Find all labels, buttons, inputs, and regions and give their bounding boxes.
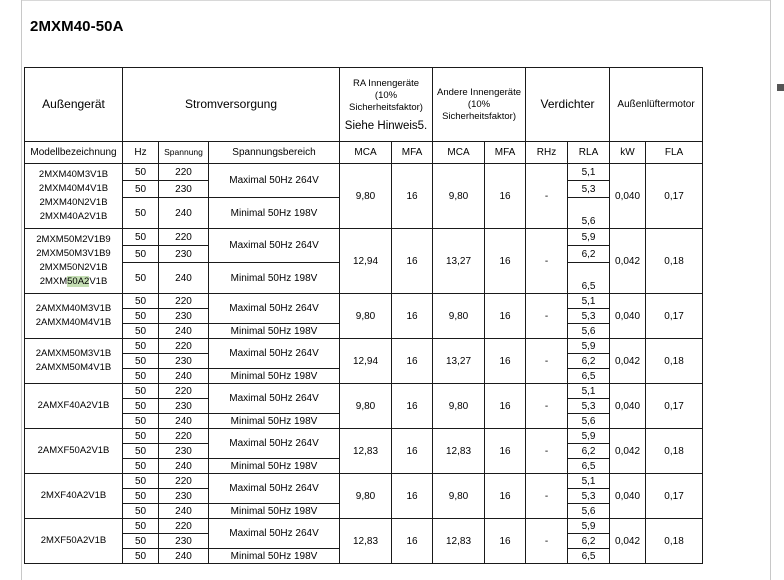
hz-cell: 50	[123, 339, 159, 354]
rla-cell: 5,1	[568, 474, 610, 489]
rhz-cell: -	[526, 474, 568, 519]
mca-other-cell: 13,27	[433, 339, 485, 384]
model-name: 2AMXM50M3V1B	[35, 348, 112, 359]
page-right-edge	[770, 0, 771, 580]
header-mca-other: MCA	[433, 142, 485, 164]
range-max-cell: Maximal 50Hz 264V	[209, 429, 340, 459]
hz-cell: 50	[123, 229, 159, 246]
rla-cell: 5,6	[568, 198, 610, 229]
kw-cell: 0,042	[610, 519, 646, 564]
hz-cell: 50	[123, 369, 159, 384]
range-max-cell: Maximal 50Hz 264V	[209, 519, 340, 549]
hz-cell: 50	[123, 549, 159, 564]
header-rla: RLA	[568, 142, 610, 164]
electrical-spec-table	[24, 67, 703, 564]
mca-other-cell: 9,80	[433, 294, 485, 339]
mca-other-cell: 9,80	[433, 384, 485, 429]
model-name: 2MXM50N2V1B	[39, 262, 108, 273]
voltage-cell: 230	[159, 309, 209, 324]
hz-cell: 50	[123, 324, 159, 339]
hz-cell: 50	[123, 474, 159, 489]
model-name: 2MXM40N2V1B	[39, 197, 108, 208]
header-ra-note: Siehe Hinweis5.	[344, 119, 428, 132]
header-model-name: Modellbezeichnung	[25, 142, 123, 164]
model-cell	[25, 474, 123, 519]
model-cell	[25, 164, 123, 229]
range-min-cell: Minimal 50Hz 198V	[209, 549, 340, 564]
mca-cell: 12,94	[340, 229, 392, 294]
rhz-cell: -	[526, 519, 568, 564]
mfa-other-cell: 16	[485, 474, 526, 519]
voltage-cell: 240	[159, 549, 209, 564]
mca-cell: 9,80	[340, 164, 392, 229]
header-kw: kW	[610, 142, 646, 164]
mca-other-cell: 12,83	[433, 519, 485, 564]
kw-cell: 0,042	[610, 339, 646, 384]
table-row	[25, 384, 703, 399]
hz-cell: 50	[123, 384, 159, 399]
mca-other-cell: 12,83	[433, 429, 485, 474]
model-name: 2AMXF40A2V1B	[37, 400, 110, 411]
mfa-other-cell: 16	[485, 384, 526, 429]
header-row-2	[25, 142, 703, 164]
mfa-other-cell: 16	[485, 229, 526, 294]
range-min-cell: Minimal 50Hz 198V	[209, 414, 340, 429]
mca-cell: 12,83	[340, 429, 392, 474]
table-row	[25, 164, 703, 181]
voltage-cell: 220	[159, 384, 209, 399]
rla-cell: 5,6	[568, 414, 610, 429]
page-top-edge	[21, 0, 771, 1]
rla-cell: 5,3	[568, 489, 610, 504]
hz-cell: 50	[123, 444, 159, 459]
mca-cell: 12,94	[340, 339, 392, 384]
hz-cell: 50	[123, 414, 159, 429]
header-hz: Hz	[123, 142, 159, 164]
rhz-cell: -	[526, 429, 568, 474]
model-name: 2MXM40A2V1B	[39, 211, 108, 222]
model-name: 2AMXM40M3V1B	[35, 303, 112, 314]
header-compressor: Verdichter	[526, 68, 610, 142]
voltage-cell: 240	[159, 198, 209, 229]
voltage-cell: 220	[159, 429, 209, 444]
kw-cell: 0,040	[610, 384, 646, 429]
mca-cell: 12,83	[340, 519, 392, 564]
range-max-cell: Maximal 50Hz 264V	[209, 229, 340, 263]
model-cell	[25, 519, 123, 564]
voltage-cell: 240	[159, 414, 209, 429]
mca-other-cell: 9,80	[433, 474, 485, 519]
table-row	[25, 229, 703, 246]
rhz-cell: -	[526, 294, 568, 339]
rla-cell: 5,3	[568, 181, 610, 198]
hz-cell: 50	[123, 459, 159, 474]
rhz-cell: -	[526, 164, 568, 229]
rhz-cell: -	[526, 384, 568, 429]
rla-cell: 5,9	[568, 429, 610, 444]
table-row	[25, 474, 703, 489]
rla-cell: 5,1	[568, 384, 610, 399]
kw-cell: 0,042	[610, 429, 646, 474]
hz-cell: 50	[123, 534, 159, 549]
rla-cell: 6,5	[568, 459, 610, 474]
model-cell	[25, 229, 123, 294]
rla-cell: 5,9	[568, 229, 610, 246]
mfa-other-cell: 16	[485, 164, 526, 229]
mfa-other-cell: 16	[485, 294, 526, 339]
header-row-1	[25, 68, 703, 142]
fla-cell: 0,17	[646, 164, 703, 229]
rla-cell: 5,1	[568, 294, 610, 309]
range-max-cell: Maximal 50Hz 264V	[209, 164, 340, 198]
hz-cell: 50	[123, 519, 159, 534]
mfa-cell: 16	[392, 294, 433, 339]
mfa-cell: 16	[392, 384, 433, 429]
voltage-cell: 220	[159, 294, 209, 309]
table-row	[25, 519, 703, 534]
rla-cell: 6,2	[568, 354, 610, 369]
hz-cell: 50	[123, 489, 159, 504]
voltage-cell: 220	[159, 474, 209, 489]
header-fan-motor: Außenlüftermotor	[610, 68, 703, 142]
hz-cell: 50	[123, 246, 159, 263]
header-mfa: MFA	[392, 142, 433, 164]
mfa-cell: 16	[392, 474, 433, 519]
hz-cell: 50	[123, 181, 159, 198]
model-name: 2MXM50M2V1B9	[36, 234, 111, 245]
rla-cell: 5,9	[568, 339, 610, 354]
model-cell	[25, 384, 123, 429]
page-left-edge	[21, 0, 22, 580]
hz-cell: 50	[123, 164, 159, 181]
hz-cell: 50	[123, 354, 159, 369]
mca-cell: 9,80	[340, 294, 392, 339]
voltage-cell: 230	[159, 489, 209, 504]
range-min-cell: Minimal 50Hz 198V	[209, 324, 340, 339]
model-cell	[25, 294, 123, 339]
rla-cell: 6,5	[568, 369, 610, 384]
voltage-cell: 220	[159, 164, 209, 181]
voltage-cell: 220	[159, 229, 209, 246]
hz-cell: 50	[123, 263, 159, 294]
highlighted-text: 50A2	[67, 276, 90, 287]
voltage-cell: 220	[159, 519, 209, 534]
mfa-cell: 16	[392, 229, 433, 294]
fla-cell: 0,17	[646, 384, 703, 429]
model-name: 2MXM40M4V1B	[38, 183, 109, 194]
fla-cell: 0,18	[646, 339, 703, 384]
header-mca: MCA	[340, 142, 392, 164]
mca-cell: 9,80	[340, 384, 392, 429]
header-ra-indoor	[340, 68, 433, 142]
range-max-cell: Maximal 50Hz 264V	[209, 294, 340, 324]
model-name: 2AMXM40M4V1B	[35, 317, 112, 328]
rla-cell: 6,2	[568, 246, 610, 263]
model-name: 2MXM50A2V1B	[39, 276, 108, 287]
mfa-cell: 16	[392, 339, 433, 384]
model-name: 2MXM50M3V1B9	[36, 248, 111, 259]
range-max-cell: Maximal 50Hz 264V	[209, 339, 340, 369]
hz-cell: 50	[123, 198, 159, 229]
fla-cell: 0,17	[646, 474, 703, 519]
mfa-cell: 16	[392, 429, 433, 474]
voltage-cell: 230	[159, 534, 209, 549]
voltage-cell: 230	[159, 399, 209, 414]
rla-cell: 5,6	[568, 324, 610, 339]
voltage-cell: 240	[159, 263, 209, 294]
header-voltage-range: Spannungsbereich	[209, 142, 340, 164]
voltage-cell: 230	[159, 444, 209, 459]
header-fla: FLA	[646, 142, 703, 164]
range-min-cell: Minimal 50Hz 198V	[209, 504, 340, 519]
rla-cell: 5,3	[568, 399, 610, 414]
range-min-cell: Minimal 50Hz 198V	[209, 459, 340, 474]
table-row	[25, 339, 703, 354]
page-title: 2MXM40-50A	[30, 18, 124, 35]
table-row	[25, 294, 703, 309]
kw-cell: 0,042	[610, 229, 646, 294]
rhz-cell: -	[526, 339, 568, 384]
rla-cell: 5,3	[568, 309, 610, 324]
header-power-supply: Stromversorgung	[123, 68, 340, 142]
header-mfa-other: MFA	[485, 142, 526, 164]
voltage-cell: 230	[159, 181, 209, 198]
model-name: 2MXF50A2V1B	[40, 535, 107, 546]
rla-cell: 5,6	[568, 504, 610, 519]
header-outdoor-unit: Außengerät	[25, 68, 123, 142]
range-max-cell: Maximal 50Hz 264V	[209, 474, 340, 504]
rla-cell: 5,1	[568, 164, 610, 181]
rla-cell: 6,2	[568, 534, 610, 549]
model-name: 2MXM40M3V1B	[38, 169, 109, 180]
mca-other-cell: 9,80	[433, 164, 485, 229]
voltage-cell: 220	[159, 339, 209, 354]
model-name: 2AMXF50A2V1B	[37, 445, 110, 456]
voltage-cell: 240	[159, 369, 209, 384]
fla-cell: 0,18	[646, 429, 703, 474]
rla-cell: 6,2	[568, 444, 610, 459]
voltage-cell: 230	[159, 354, 209, 369]
kw-cell: 0,040	[610, 474, 646, 519]
mfa-other-cell: 16	[485, 519, 526, 564]
voltage-cell: 240	[159, 459, 209, 474]
kw-cell: 0,040	[610, 294, 646, 339]
hz-cell: 50	[123, 399, 159, 414]
hz-cell: 50	[123, 504, 159, 519]
mca-other-cell: 13,27	[433, 229, 485, 294]
range-max-cell: Maximal 50Hz 264V	[209, 384, 340, 414]
range-min-cell: Minimal 50Hz 198V	[209, 198, 340, 229]
model-cell	[25, 429, 123, 474]
mfa-other-cell: 16	[485, 339, 526, 384]
header-other-indoor: Andere Innengeräte (10% Sicherheitsfaktor)	[433, 68, 526, 142]
rla-cell: 6,5	[568, 263, 610, 294]
kw-cell: 0,040	[610, 164, 646, 229]
hz-cell: 50	[123, 309, 159, 324]
mca-cell: 9,80	[340, 474, 392, 519]
rla-cell: 5,9	[568, 519, 610, 534]
fla-cell: 0,18	[646, 519, 703, 564]
model-name: 2MXF40A2V1B	[40, 490, 107, 501]
model-cell	[25, 339, 123, 384]
mfa-other-cell: 16	[485, 429, 526, 474]
hz-cell: 50	[123, 294, 159, 309]
rhz-cell: -	[526, 229, 568, 294]
margin-marker	[777, 84, 784, 91]
range-min-cell: Minimal 50Hz 198V	[209, 263, 340, 294]
range-min-cell: Minimal 50Hz 198V	[209, 369, 340, 384]
voltage-cell: 230	[159, 246, 209, 263]
hz-cell: 50	[123, 429, 159, 444]
model-name: 2AMXM50M4V1B	[35, 362, 112, 373]
rla-cell: 6,5	[568, 549, 610, 564]
header-rhz: RHz	[526, 142, 568, 164]
header-ra-indoor-label: RA Innengeräte (10% Sicherheitsfaktor)	[349, 77, 423, 113]
mfa-cell: 16	[392, 164, 433, 229]
header-voltage: Spannung	[159, 142, 209, 164]
fla-cell: 0,17	[646, 294, 703, 339]
fla-cell: 0,18	[646, 229, 703, 294]
mfa-cell: 16	[392, 519, 433, 564]
table-row	[25, 429, 703, 444]
voltage-cell: 240	[159, 504, 209, 519]
voltage-cell: 240	[159, 324, 209, 339]
